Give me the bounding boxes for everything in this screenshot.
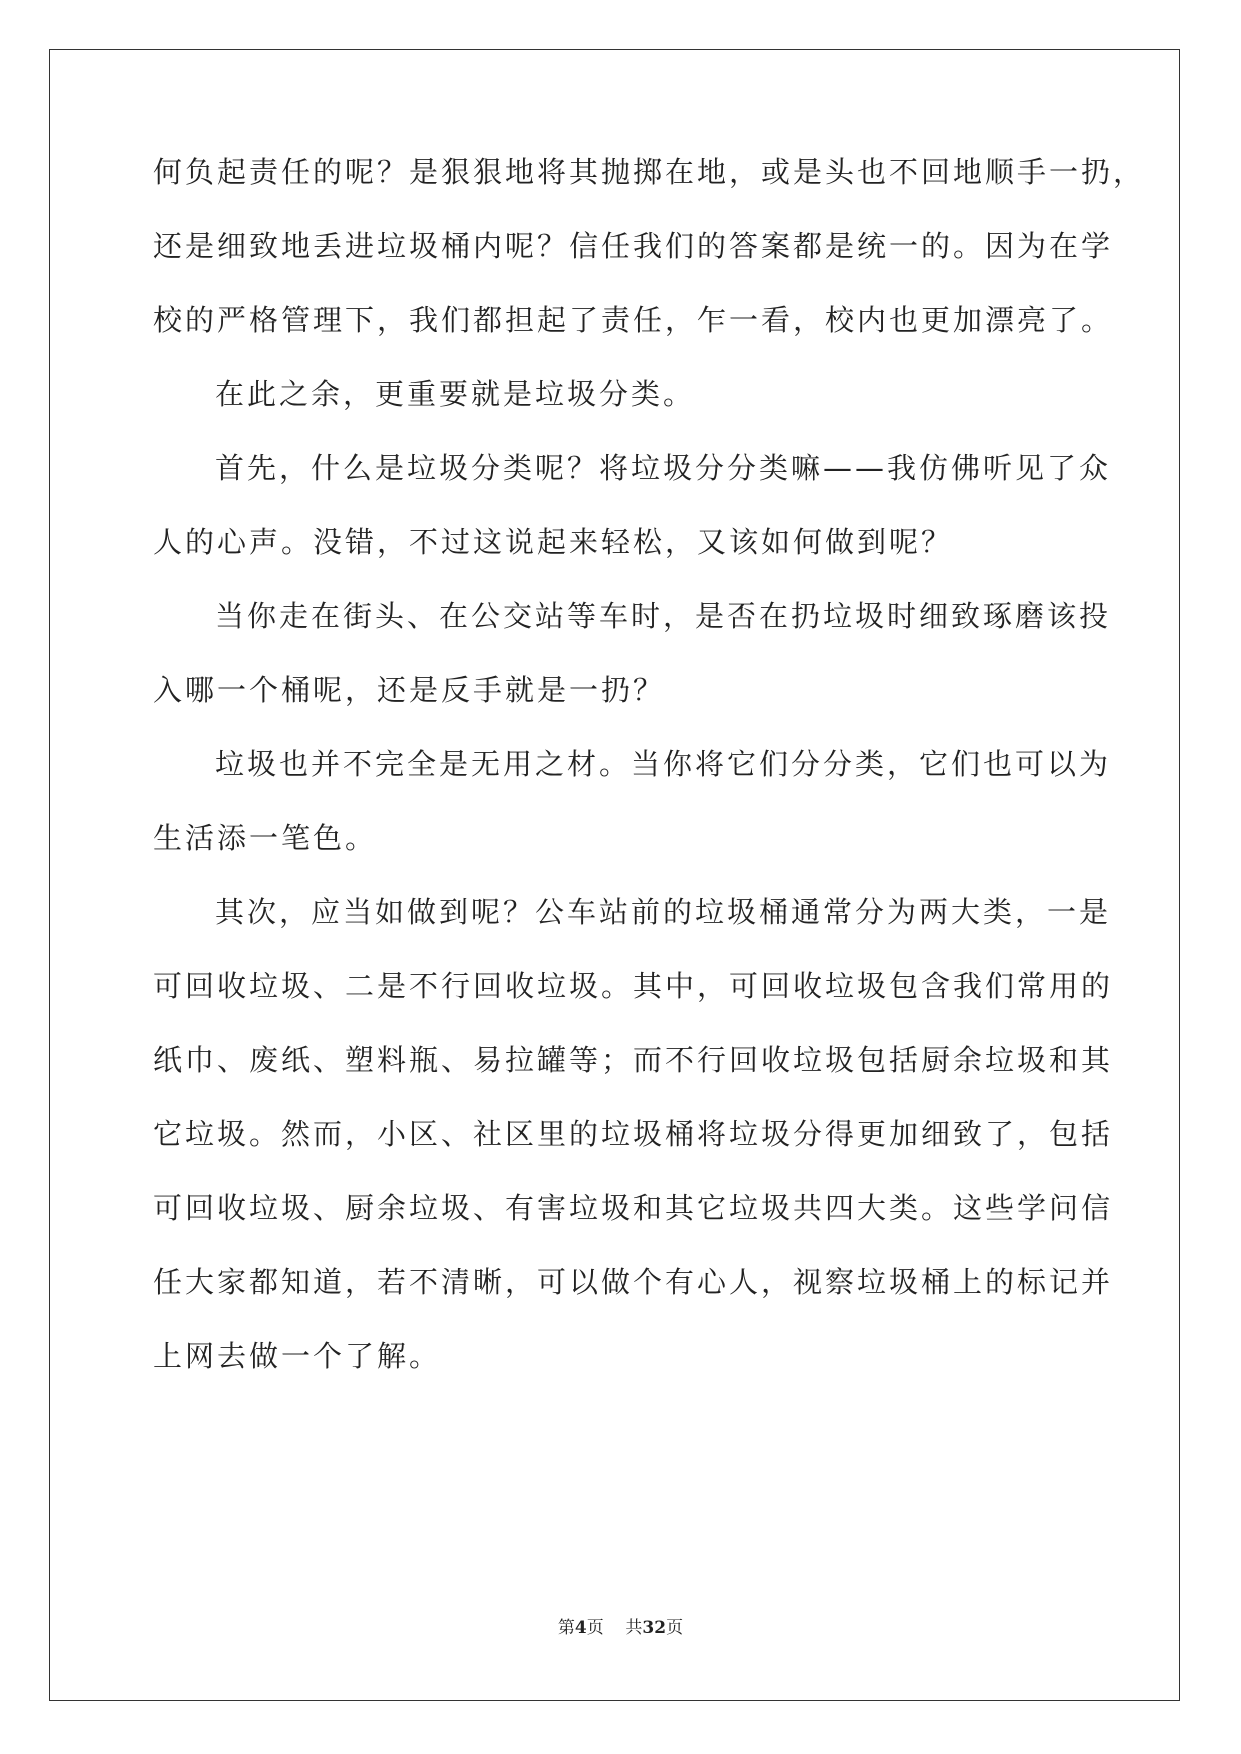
text-line: 可回收垃圾、厨余垃圾、有害垃圾和其它垃圾共四大类。这些学问信: [153, 1191, 1114, 1225]
total-pages: 32: [642, 1618, 667, 1638]
text-line: 校的严格管理下，我们都担起了责任，乍一看，校内也更加漂亮了。: [153, 303, 1114, 337]
page-frame: [49, 49, 1180, 1701]
paragraph-start-line: 垃圾也并不完全是无用之材。当你将它们分分类，它们也可以为: [215, 747, 1112, 781]
page-footer: [0, 1613, 1241, 1638]
paragraph-start-line: 首先，什么是垃圾分类呢？将垃圾分分类嘛——我仿佛听见了众: [215, 451, 1112, 485]
text-line: 入哪一个桶呢，还是反手就是一扔？: [153, 673, 666, 707]
total-prefix: 共: [625, 1618, 643, 1638]
paragraph-start-line: 当你走在街头、在公交站等车时，是否在扔垃圾时细致琢磨该投: [215, 599, 1112, 633]
total-suffix: 页: [666, 1618, 684, 1638]
text-line: 何负起责任的呢？是狠狠地将其抛掷在地，或是头也不回地顺手一扔，: [153, 155, 1146, 189]
text-line: 纸巾、废纸、塑料瓶、易拉罐等；而不行回收垃圾包括厨余垃圾和其: [153, 1043, 1114, 1077]
text-line: 人的心声。没错，不过这说起来轻松，又该如何做到呢？: [153, 525, 954, 559]
text-line: 可回收垃圾、二是不行回收垃圾。其中，可回收垃圾包含我们常用的: [153, 969, 1114, 1003]
text-line: 生活添一笔色。: [153, 821, 378, 855]
page-suffix: 页: [586, 1618, 604, 1638]
page-prefix: 第: [557, 1618, 575, 1638]
text-line: 它垃圾。然而，小区、社区里的垃圾桶将垃圾分得更加细致了，包括: [153, 1117, 1114, 1151]
text-line: 上网去做一个了解。: [153, 1339, 442, 1373]
paragraph-start-line: 其次，应当如做到呢？公车站前的垃圾桶通常分为两大类，一是: [215, 895, 1112, 929]
text-line: 任大家都知道，若不清晰，可以做个有心人，视察垃圾桶上的标记并: [153, 1265, 1114, 1299]
text-line: 还是细致地丢进垃圾桶内呢？信任我们的答案都是统一的。因为在学: [153, 229, 1114, 263]
paragraph-start-line: 在此之余，更重要就是垃圾分类。: [215, 377, 696, 411]
page-number: 4: [574, 1618, 587, 1638]
